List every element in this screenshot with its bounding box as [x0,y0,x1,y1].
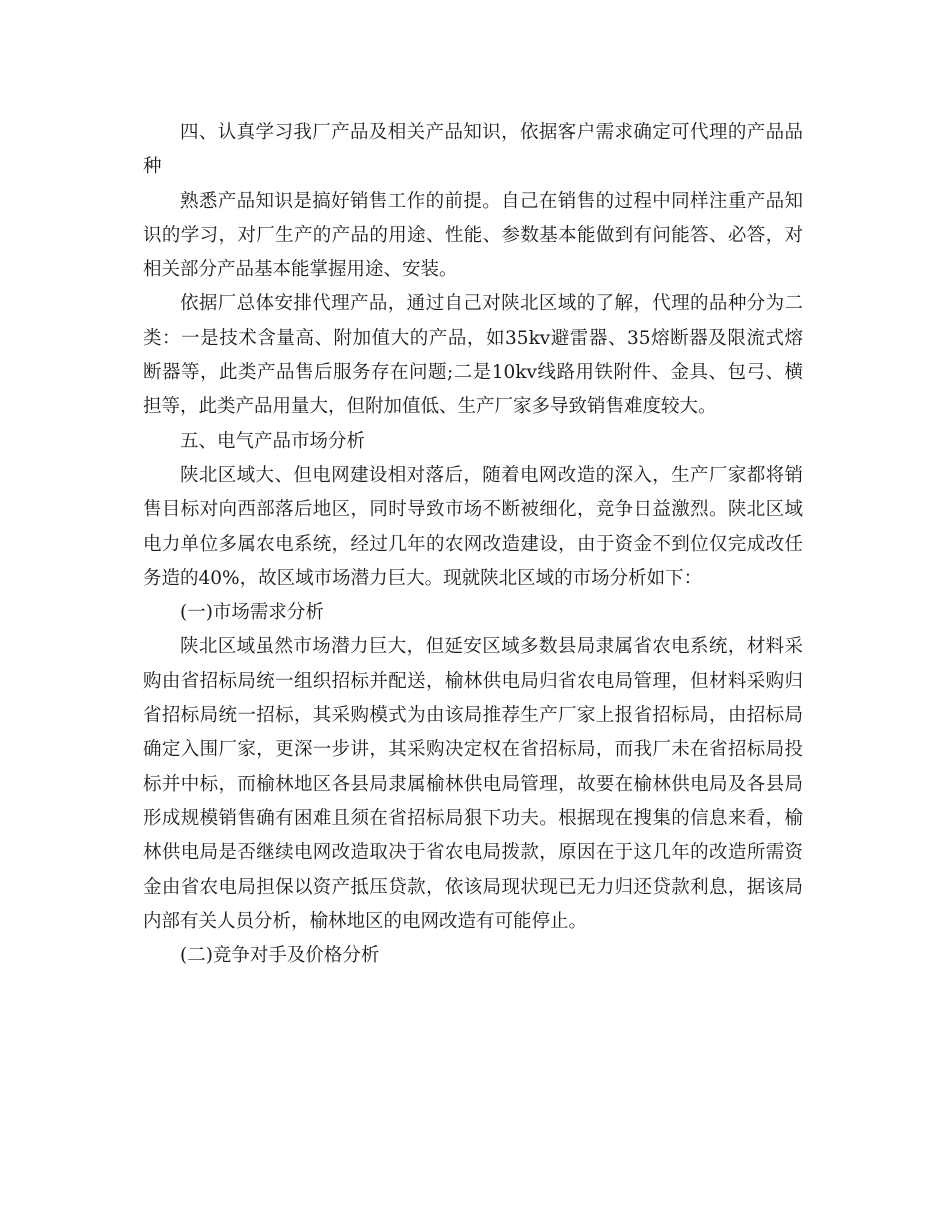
paragraph-market-overview: 陕北区域大、但电网建设相对落后，随着电网改造的深入，生产厂家都将销售目标对向西部落后地区，同时导致市场不断被细化，竞争日益激烈。陕北区域电力单位多属农电系统，经过几年的农网改造建设，由于资金不到位仅完成改任务造的40%，故区域市场潜力巨大。现就陕北区域的市场分析如下： [143,464,803,589]
paragraph-product-categories: 依据厂总体安排代理产品，通过自己对陕北区域的了解，代理的品种分为二类：一是技术含量高、附加值大的产品，如35kv避雷器、35熔断器及限流式熔断器等，此类产品售后服务存在问题;二是10kv线路用铁附件、金具、包弓、横担等，此类产品用量大，但附加值低、生产厂家多导致销售难度较大。 [143,293,803,418]
subsection-heading-competition: (二)竞争对手及价格分析 [180,945,380,967]
document-body [143,116,803,973]
section-heading-five: 五、电气产品市场分析 [180,430,366,452]
subsection-heading-demand: (一)市场需求分析 [180,602,324,624]
paragraph-product-knowledge: 熟悉产品知识是搞好销售工作的前提。自己在销售的过程中同样注重产品知识的学习，对厂生产的产品的用途、性能、参数基本能做到有问能答、必答，对相关部分产品基本能掌握用途、安装。 [143,190,803,281]
section-heading-four: 四、认真学习我厂产品及相关产品知识，依据客户需求确定可代理的产品品种 [143,122,803,178]
paragraph-demand-analysis: 陕北区域虽然市场潜力巨大，但延安区域多数县局隶属省农电系统，材料采购由省招标局统一组织招标并配送，榆林供电局归省农电局管理，但材料采购归省招标局统一招标，其采购模式为由该局推荐生产厂家上报省招标局，由招标局确定入围厂家，更深一步讲，其采购决定权在省招标局，而我厂未在省招标局投标并中标，而榆林地区各县局隶属榆林供电局管理，故要在榆林供电局及各县局形成规模销售确有困难且须在省招标局狠下功夫。根据现在搜集的信息来看，榆林供电局是否继续电网改造取决于省农电局拨款，原因在于这几年的改造所需资金由省农电局担保以资产抵压贷款，依该局现状现已无力归还贷款利息，据该局内部有关人员分析，榆林地区的电网改造有可能停止。 [143,636,803,932]
